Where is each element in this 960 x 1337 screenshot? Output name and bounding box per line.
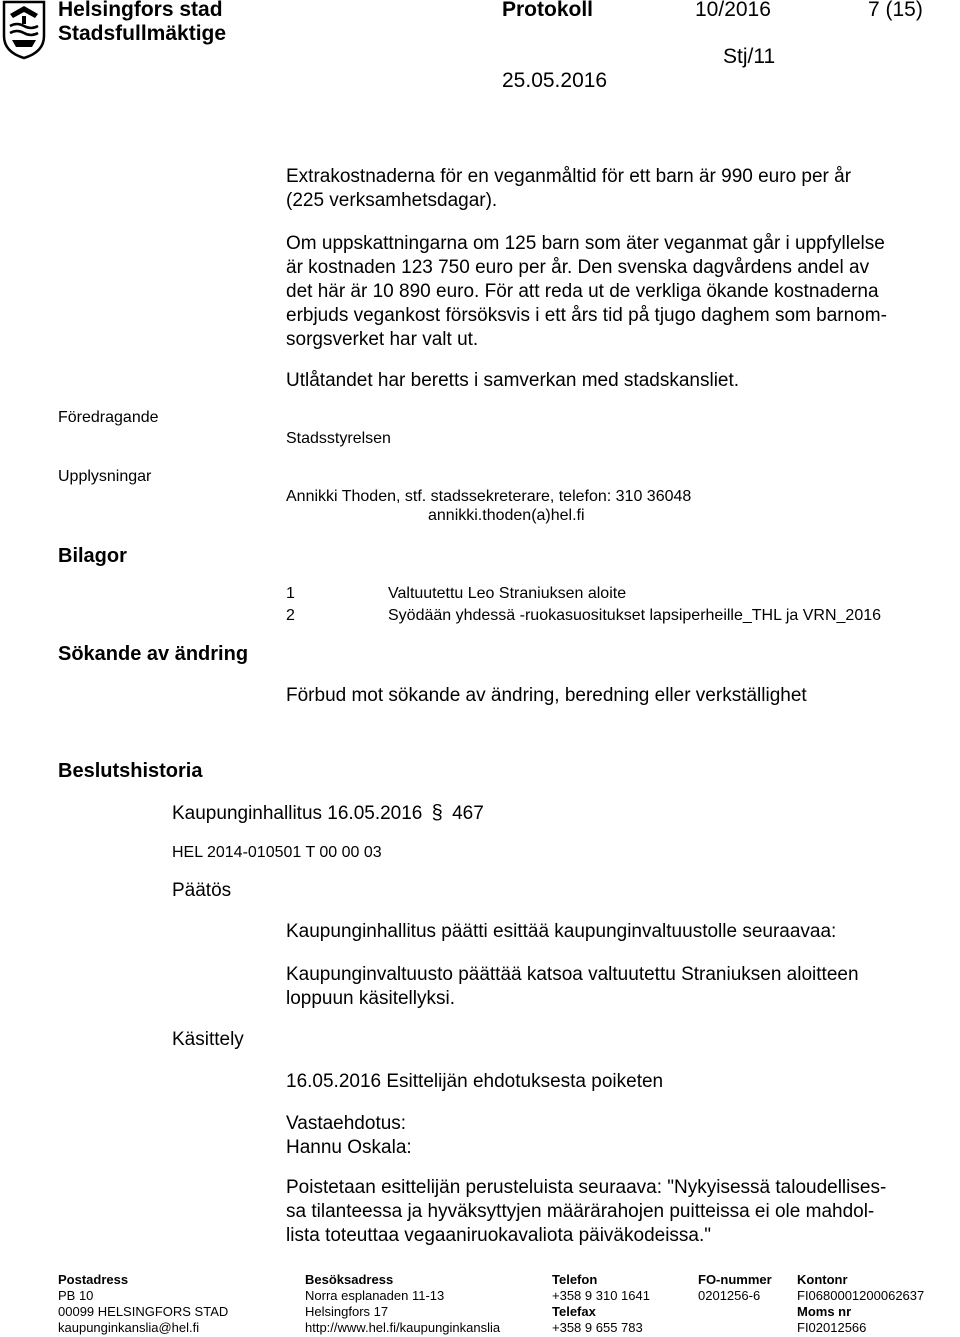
- paragraph-1-line-1: Extrakostnaderna för en veganmåltid för ett barn är 990 euro per år: [286, 166, 852, 187]
- history-meeting-no: 467: [452, 803, 484, 824]
- paragraph-3: Utlåtandet har beretts i samverkan med stadskansliet.: [286, 370, 740, 391]
- section-sign: §: [431, 802, 443, 824]
- history-meeting-body: Kaupunginhallitus 16.05.2016: [172, 803, 423, 824]
- paragraph-2-line-3: det här är 10 890 euro. För att reda ut de verkliga ökande kostnaderna: [286, 281, 879, 302]
- footer-col1-line2: 00099 HELSINGFORS STAD: [58, 1304, 229, 1319]
- footer-col3-line2: Telefax: [552, 1304, 596, 1319]
- paragraph-1-line-2: (225 verksamhetsdagar).: [286, 190, 498, 211]
- attachment-2-title: Syödään yhdessä -ruokasuositukset lapsiperheille_THL ja VRN_2016: [388, 607, 882, 624]
- footer-col5-line2: Moms nr: [797, 1304, 852, 1319]
- footer-col2-line1: Norra esplanaden 11-13: [305, 1288, 445, 1303]
- paatos-line-3: loppuun käsitellyksi.: [286, 988, 455, 1009]
- kasittely-label: Käsittely: [172, 1029, 244, 1050]
- footer-col4-heading: FO-nummer: [698, 1272, 772, 1287]
- paragraph-2-line-2: är kostnaden 123 750 euro per år. Den svenska dagvårdens andel av: [286, 257, 870, 278]
- footer-col3-line3: +358 9 655 783: [552, 1320, 643, 1335]
- paragraph-2-line-1: Om uppskattningarna om 125 barn som äter veganmat går i uppfyllelse: [286, 233, 885, 254]
- footer-col2-heading: Besöksadress: [305, 1272, 394, 1287]
- upplysningar-line-2: annikki.thoden(a)hel.fi: [428, 507, 585, 524]
- paragraph-2-line-5: sorgsverket har valt ut.: [286, 329, 479, 350]
- footer-col4-line1: 0201256-6: [698, 1288, 761, 1303]
- header-item: Stj/11: [723, 45, 776, 68]
- attachment-2-no: 2: [286, 607, 295, 624]
- attachment-1-title: Valtuutettu Leo Straniuksen aloite: [388, 585, 627, 602]
- footer-col5-line1: FI0680001200062637: [797, 1288, 925, 1303]
- footer-col1-line3: kaupunginkanslia@hel.fi: [58, 1320, 200, 1335]
- poistetaan-line-1: Poistetaan esittelijän perusteluista seuraava: "Nykyisessä taloudellises-: [286, 1177, 887, 1198]
- sokande-label: Sökande av ändring: [58, 643, 249, 665]
- upplysningar-label: Upplysningar: [58, 468, 152, 485]
- kasittely-line-1: 16.05.2016 Esittelijän ehdotuksesta poiketen: [286, 1071, 664, 1092]
- footer-col1-heading: Postadress: [58, 1272, 129, 1287]
- header-date: 25.05.2016: [502, 69, 608, 92]
- paatos-label: Päätös: [172, 880, 232, 901]
- attachment-1-no: 1: [286, 585, 295, 602]
- history-case-id: HEL 2014-010501 T 00 00 03: [172, 844, 382, 861]
- foredragande-label: Föredragande: [58, 409, 159, 426]
- footer-col2-line3: http://www.hel.fi/kaupunginkanslia: [305, 1320, 501, 1335]
- footer-col3-line1: +358 9 310 1641: [552, 1288, 650, 1303]
- footer-col5-line3: FI02012566: [797, 1320, 867, 1335]
- upplysningar-line-1: Annikki Thoden, stf. stadssekreterare, telefon: 310 36048: [286, 488, 692, 505]
- header-protocol-no: 10/2016: [695, 0, 771, 21]
- history-meeting: [172, 801, 484, 826]
- vastaehdotus-line-2: Hannu Oskala:: [286, 1137, 412, 1158]
- poistetaan-line-2: sa tilanteessa ja hyväksyttyjen määrärahojen puitteissa ei ole mahdol-: [286, 1201, 875, 1222]
- paatos-line-1: Kaupunginhallitus päätti esittää kaupunginvaltuustolle seuraavaa:: [286, 921, 837, 942]
- header-page: 7 (15): [868, 0, 923, 21]
- paragraph-2-line-4: erbjuds vegankost försöksvis i ett års tid på tjugo daghem som barnom-: [286, 305, 887, 326]
- paatos-line-2: Kaupunginvaltuusto päättää katsoa valtuutettu Straniuksen aloitteen: [286, 964, 859, 985]
- footer-col5-heading: Kontonr: [797, 1272, 848, 1287]
- header-body: Stadsfullmäktige: [58, 22, 227, 45]
- city-crest-logo: [2, 0, 46, 60]
- history-heading: Beslutshistoria: [58, 760, 203, 782]
- footer-col3-heading: Telefon: [552, 1272, 598, 1287]
- header-doc-type: Protokoll: [502, 0, 594, 21]
- footer-col2-line2: Helsingfors 17: [305, 1304, 389, 1319]
- sokande-value: Förbud mot sökande av ändring, beredning eller verkställighet: [286, 685, 807, 706]
- footer-col1-line1: PB 10: [58, 1288, 94, 1303]
- foredragande-value: Stadsstyrelsen: [286, 430, 391, 447]
- poistetaan-line-3: lista toteuttaa vegaaniruokavaliota päiväkodeissa.": [286, 1225, 712, 1246]
- bilagor-label: Bilagor: [58, 545, 127, 567]
- vastaehdotus-line-1: Vastaehdotus:: [286, 1113, 407, 1134]
- header-org: Helsingfors stad: [58, 0, 223, 21]
